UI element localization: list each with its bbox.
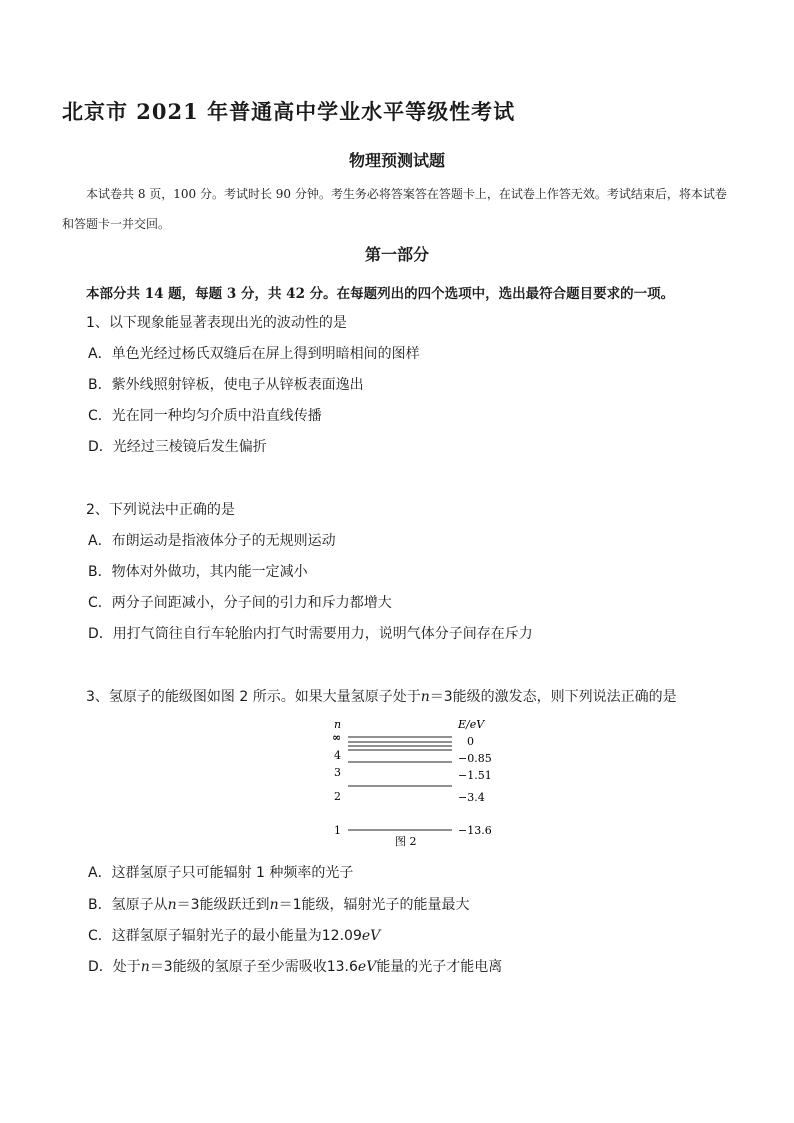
exam-subtitle: 物理预测试题 [348, 151, 445, 170]
question-3-stem [86, 686, 677, 706]
level-n-1: 1 [334, 824, 341, 837]
level-n-3: 3 [334, 766, 341, 779]
stem-text: ＝3能级的激发态，则下列说法正确的是 [429, 689, 677, 705]
option-text: C．这群氢原子辐射光子的最小能量为12.09 [88, 928, 362, 944]
unit-ev: eV [361, 928, 381, 944]
question-2-option-c: C．两分子间距减小，分子间的引力和斥力都增大 [88, 595, 392, 611]
level-energy-3: −1.51 [458, 769, 492, 782]
math-n: n [167, 897, 177, 913]
option-text: D．处于 [88, 959, 141, 975]
question-2-stem: 2、下列说法中正确的是 [86, 502, 235, 518]
question-2-option-d: D．用打气筒往自行车轮胎内打气时需要用力，说明气体分子间存在斥力 [88, 626, 533, 642]
level-n-infinity: ∞ [332, 731, 342, 744]
option-text: ＝1能级，辐射光子的能量最大 [278, 897, 470, 913]
level-energy-4: −0.85 [458, 752, 492, 765]
question-2-option-b: B．物体对外做功，其内能一定减小 [88, 564, 308, 580]
math-n: n [420, 689, 430, 705]
level-n-4: 4 [334, 749, 341, 762]
option-text: ＝3能级的氢原子至少需吸收13.6 [149, 959, 358, 975]
exam-instructions: 本试卷共 8 页，100 分。考试时长 90 分钟。考生务必将答案答在答题卡上，在试卷上作答无效。考试结束后，将本试卷和答题卡一并交回。 [62, 187, 727, 231]
n-axis-label: n [334, 718, 342, 731]
question-1-option-c: C．光在同一种均匀介质中沿直线传播 [88, 408, 322, 424]
question-1-option-a: A．单色光经过杨氏双缝后在屏上得到明暗相间的图样 [88, 346, 420, 362]
unit-ev: eV [357, 959, 377, 975]
part-title: 第一部分 [364, 245, 429, 264]
energy-axis-label: E/eV [458, 718, 485, 731]
question-3-option-d [88, 956, 502, 976]
math-n: n [140, 959, 150, 975]
question-3-option-b [88, 894, 470, 914]
math-n: n [269, 897, 279, 913]
option-text: A．这群氢原子只可能辐射 1 种频率的光子 [88, 865, 354, 881]
exam-title: 北京市 2021 年普通高中学业水平等级性考试 [62, 99, 516, 124]
question-1-stem: 1、以下现象能显著表现出光的波动性的是 [86, 315, 347, 331]
level-n-2: 2 [334, 790, 341, 803]
question-3-option-c [88, 925, 380, 945]
figure-caption: 图 2 [395, 835, 417, 848]
stem-text: 3、氢原子的能级图如图 2 所示。如果大量氢原子处于 [86, 689, 421, 705]
question-3-option-a [88, 862, 353, 882]
part-note: 本部分共 14 题，每题 3 分，共 42 分。在每题列出的四个选项中，选出最符合题目要求的一项。 [86, 286, 675, 302]
question-2-option-a: A．布朗运动是指液体分子的无规则运动 [88, 533, 336, 549]
level-energy-1: −13.6 [458, 824, 492, 837]
level-energy-2: −3.4 [458, 791, 485, 804]
energy-level-diagram [320, 713, 500, 853]
option-text: ＝3能级跃迁到 [176, 897, 270, 913]
option-text: B．氢原子从 [88, 897, 168, 913]
question-1-option-b: B．紫外线照射锌板，使电子从锌板表面逸出 [88, 377, 364, 393]
question-1-option-d: D．光经过三棱镜后发生偏折 [88, 439, 267, 455]
option-text: 能量的光子才能电离 [376, 959, 503, 975]
level-energy-infinity: 0 [467, 735, 474, 748]
